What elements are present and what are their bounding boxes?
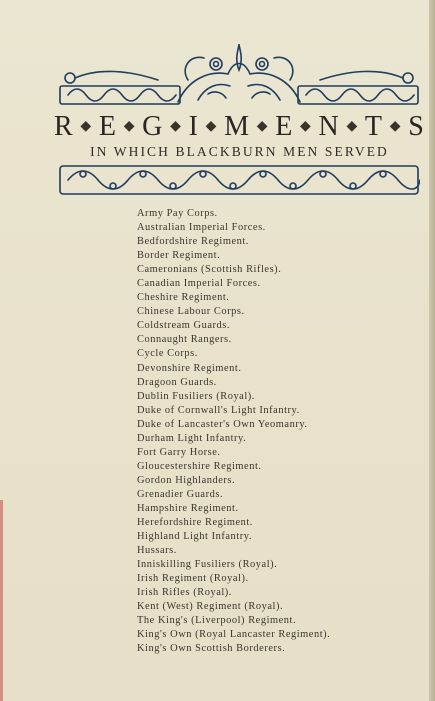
- vine-ornament-icon: [58, 162, 420, 198]
- list-item: Kent (West) Regiment (Royal).: [137, 601, 284, 613]
- page-edge-tint: [0, 500, 3, 701]
- list-item: King's Own (Royal Lancaster Regiment).: [137, 629, 331, 641]
- list-item: Border Regiment.: [137, 250, 221, 262]
- list-item: Inniskilling Fusiliers (Royal).: [137, 559, 278, 571]
- diamond-dot-icon: ◆: [205, 119, 217, 134]
- list-item: Coldstream Guards.: [137, 320, 231, 332]
- title-letter: E: [275, 111, 293, 142]
- title-letter: I: [188, 111, 198, 142]
- list-item: Gloucestershire Regiment.: [137, 460, 262, 472]
- regiment-list: [137, 207, 397, 657]
- list-item: Highland Light Infantry.: [137, 531, 252, 543]
- list-item: The King's (Liverpool) Regiment.: [137, 615, 297, 627]
- list-item: Grenadier Guards.: [137, 488, 224, 500]
- diamond-dot-icon: ◆: [300, 119, 311, 134]
- diamond-dot-icon: ◆: [256, 119, 268, 134]
- list-item: Cycle Corps.: [137, 348, 198, 360]
- diamond-dot-icon: ◆: [80, 119, 92, 134]
- page-subtitle: IN WHICH BLACKBURN MEN SERVED: [90, 144, 389, 159]
- diamond-dot-icon: ◆: [170, 119, 181, 134]
- list-item: Hussars.: [137, 545, 177, 557]
- list-item: Cheshire Regiment.: [137, 292, 230, 304]
- list-item: Connaught Rangers.: [137, 334, 232, 346]
- list-item: Dragoon Guards.: [137, 376, 217, 388]
- title-letter: G: [142, 111, 163, 142]
- list-item: Canadian Imperial Forces.: [137, 278, 261, 290]
- title-letter: N: [318, 111, 339, 142]
- scroll-ornament-icon: [58, 40, 420, 108]
- diamond-dot-icon: ◆: [123, 119, 135, 134]
- list-item: Devonshire Regiment.: [137, 362, 242, 374]
- diamond-dot-icon: ◆: [389, 119, 401, 134]
- list-item: Herefordshire Regiment.: [137, 517, 253, 529]
- title-letter: R: [54, 111, 73, 142]
- list-item: Irish Rifles (Royal).: [137, 587, 232, 599]
- list-item: Chinese Labour Corps.: [137, 306, 245, 318]
- list-item: Irish Regiment (Royal).: [137, 573, 249, 585]
- title-letter: E: [98, 111, 116, 142]
- list-item: King's Own Scottish Borderers.: [137, 643, 286, 655]
- list-item: Fort Garry Horse.: [137, 446, 221, 458]
- list-item: Australian Imperial Forces.: [137, 222, 266, 234]
- title-letter: M: [224, 111, 250, 142]
- diamond-dot-icon: ◆: [346, 119, 358, 134]
- list-item: Dublin Fusiliers (Royal).: [137, 390, 255, 402]
- list-item: Hampshire Regiment.: [137, 502, 239, 514]
- list-item: Duke of Cornwall's Light Infantry.: [137, 404, 300, 416]
- list-item: Cameronians (Scottish Rifles).: [137, 264, 282, 276]
- list-item: Duke of Lancaster's Own Yeomanry.: [137, 418, 308, 430]
- title-letter: S: [408, 111, 424, 142]
- list-item: Durham Light Infantry.: [137, 432, 247, 444]
- title-letter: T: [364, 111, 383, 142]
- list-item: Army Pay Corps.: [137, 208, 218, 219]
- page-edge: [429, 0, 435, 701]
- page-title: [54, 109, 424, 145]
- list-item: Bedfordshire Regiment.: [137, 236, 249, 248]
- list-item: Gordon Highlanders.: [137, 474, 236, 486]
